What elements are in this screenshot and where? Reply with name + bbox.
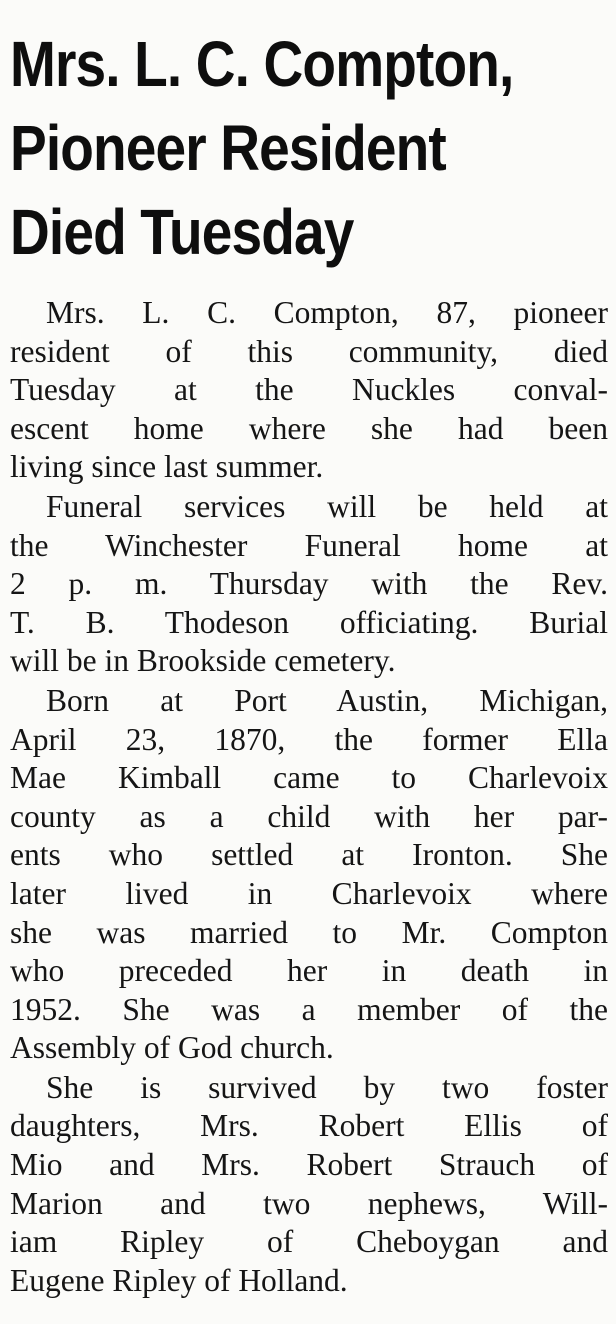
text-line: ents who settled at Ironton. She [10, 837, 608, 873]
paragraph-death-notice [10, 294, 608, 487]
text-line: Born at Port Austin, Michigan, [46, 682, 609, 718]
text-line: Tuesday at the Nuckles conval- [10, 372, 608, 408]
paragraph-biography [10, 682, 608, 1068]
text-line: iam Ripley of Cheboygan and [10, 1224, 609, 1260]
text-line: 2 p. m. Thursday with the Rev. [10, 566, 608, 602]
text-line: daughters, Mrs. Robert Ellis of [10, 1108, 608, 1144]
text-line: escent home where she had been [10, 410, 608, 446]
headline-line: Pioneer Resident [10, 112, 446, 184]
paragraph-funeral-services [10, 488, 608, 681]
text-line: 1952. She was a member of the [10, 991, 608, 1027]
text-line: Funeral services will be held at [46, 488, 609, 524]
headline-line: Mrs. L. C. Compton, [10, 28, 514, 100]
text-line: Assembly of God church. [10, 1030, 334, 1066]
text-line: the Winchester Funeral home at [10, 527, 608, 563]
text-line: She is survived by two foster [46, 1069, 608, 1105]
text-line: Mio and Mrs. Robert Strauch of [10, 1147, 608, 1183]
text-line: T. B. Thodeson officiating. Burial [10, 604, 608, 640]
headline [10, 22, 526, 274]
text-line: county as a child with her par- [10, 798, 609, 834]
article-body [10, 294, 608, 1301]
text-line: resident of this community, died [10, 333, 608, 369]
headline-line: Died Tuesday [10, 196, 354, 268]
text-line: who preceded her in death in [10, 953, 608, 989]
paragraph-survivors [10, 1069, 608, 1301]
text-line: Mrs. L. C. Compton, 87, pioneer [46, 295, 608, 330]
text-line: Eugene Ripley of Holland. [10, 1262, 348, 1298]
text-line: later lived in Charlevoix where [10, 875, 609, 911]
text-line: she was married to Mr. Compton [10, 914, 608, 950]
text-line: April 23, 1870, the former Ella [10, 721, 608, 757]
text-line: Mae Kimball came to Charlevoix [10, 760, 608, 796]
text-line: living since last summer. [10, 449, 324, 485]
text-line: will be in Brookside cemetery. [10, 643, 396, 679]
text-line: Marion and two nephews, Will- [10, 1185, 608, 1221]
